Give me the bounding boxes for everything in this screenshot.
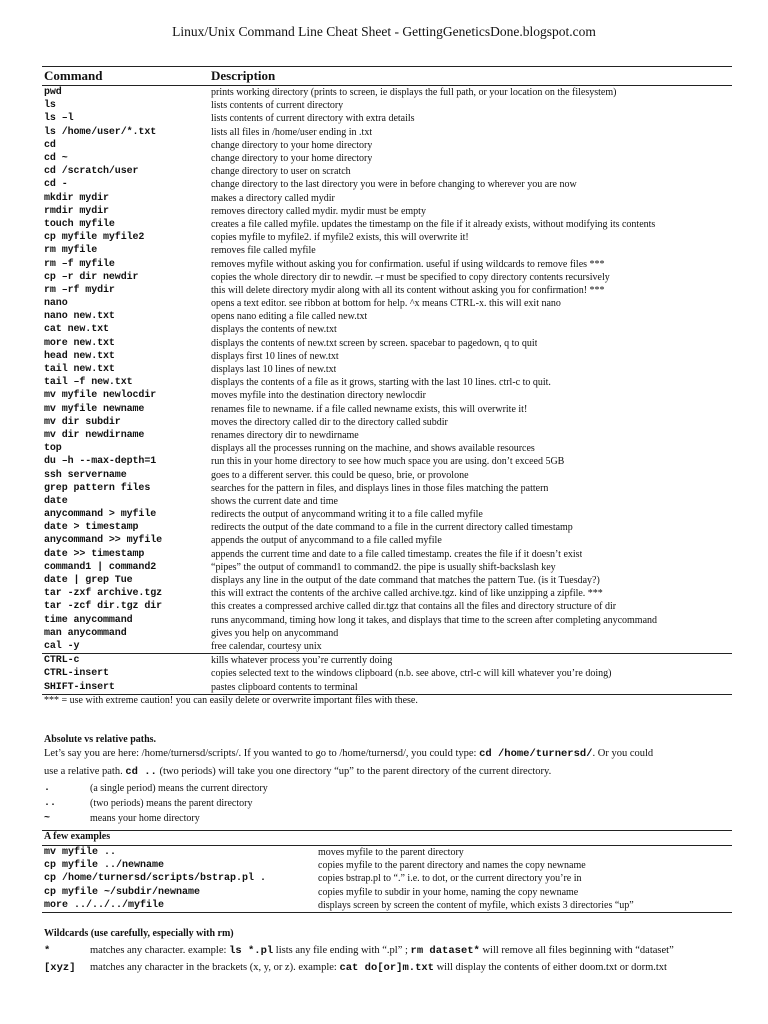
command-cell: ls /home/user/*.txt bbox=[44, 126, 157, 138]
command-cell: time anycommand bbox=[44, 614, 133, 626]
command-cell: tar -zxf archive.tgz bbox=[44, 588, 163, 600]
description-cell: copies selected text to the windows clipboard (n.b. see above, ctrl-c will kill whatever you’re doing) bbox=[211, 668, 612, 680]
description-cell: prints working directory (prints to screen, ie displays the full path, or your location on the filesystem) bbox=[211, 87, 617, 99]
table-row bbox=[42, 257, 732, 270]
description-cell: lists contents of current directory with extra details bbox=[211, 113, 415, 125]
wildcard-text bbox=[90, 945, 674, 957]
table-row bbox=[42, 376, 732, 389]
description-cell: moves the directory called dir to the directory called subdir bbox=[211, 416, 448, 428]
table-header bbox=[42, 66, 732, 86]
command-cell: CTRL-c bbox=[44, 655, 80, 667]
description-cell: kills whatever process you’re currently doing bbox=[211, 655, 393, 667]
paths-text: Let’s say you are here: /home/turnersd/scripts/. If you wanted to go to /home/turnersd/, you could type: bbox=[44, 748, 480, 759]
command-cell: ls –l bbox=[44, 113, 74, 125]
table-row bbox=[42, 337, 732, 350]
description-cell: this will delete directory mydir along with all its content without asking you for confirmation! *** bbox=[211, 284, 605, 296]
command-cell: anycommand > myfile bbox=[44, 509, 157, 521]
command-cell: rm myfile bbox=[44, 245, 98, 257]
wildcard-desc: lists any file ending with “.pl” ; bbox=[273, 944, 411, 956]
page-title: Linux/Unix Command Line Cheat Sheet - GettingGeneticsDone.blogspot.com bbox=[172, 24, 596, 39]
description-cell: displays last 10 lines of new.txt bbox=[211, 364, 337, 376]
table-row bbox=[42, 587, 732, 600]
wildcard-symbol: * bbox=[44, 944, 51, 957]
description-cell: change directory to your home directory bbox=[211, 139, 373, 151]
command-cell: ls bbox=[44, 100, 56, 112]
description-cell: this will extract the contents of the archive called archive.tgz. kind of like unzipping a zipfile. *** bbox=[211, 588, 603, 600]
description-cell: renames directory dir to newdirname bbox=[211, 429, 359, 441]
table-row bbox=[42, 403, 732, 416]
definition-row bbox=[44, 796, 734, 811]
table-row bbox=[42, 508, 732, 521]
example-row bbox=[42, 872, 732, 885]
command-cell: cd /scratch/user bbox=[44, 166, 139, 178]
command-cell: cp /home/turnersd/scripts/bstrap.pl . bbox=[44, 873, 267, 885]
description-cell: displays first 10 lines of new.txt bbox=[211, 350, 339, 362]
command-cell: rmdir mydir bbox=[44, 205, 109, 217]
description-cell: displays all the processes running on the machine, and shows available resources bbox=[211, 443, 535, 455]
definition-symbol: . bbox=[44, 783, 51, 794]
command-rows bbox=[42, 86, 732, 653]
description-cell: appends the output of anycommand to a file called myfile bbox=[211, 535, 442, 547]
paths-section bbox=[44, 734, 734, 826]
description-cell: goes to a different server. this could be queso, brie, or provolone bbox=[211, 469, 469, 481]
wildcard-symbol: [xyz] bbox=[44, 961, 76, 974]
command-cell: mv dir newdirname bbox=[44, 429, 145, 441]
description-cell: renames file to newname. if a file called newname exists, this will overwrite it! bbox=[211, 403, 528, 415]
command-cell: date > timestamp bbox=[44, 522, 139, 534]
wildcard-rows bbox=[44, 942, 734, 976]
description-cell: pastes clipboard contents to terminal bbox=[211, 681, 358, 693]
wildcard-desc: will remove all files beginning with “dataset” bbox=[479, 944, 674, 956]
code-snippet: rm dataset* bbox=[410, 944, 480, 957]
code-snippet: cd /home/turnersd/ bbox=[479, 748, 593, 760]
table-row bbox=[42, 86, 732, 99]
table-row bbox=[42, 495, 732, 508]
command-cell: cd ~ bbox=[44, 153, 68, 165]
table-row bbox=[42, 192, 732, 205]
definition-text: means your home directory bbox=[90, 813, 200, 824]
definition-row bbox=[44, 781, 734, 796]
definition-text: (two periods) means the parent directory bbox=[90, 798, 253, 809]
wildcard-row bbox=[44, 942, 734, 959]
table-row bbox=[42, 244, 732, 257]
table-row bbox=[42, 429, 732, 442]
description-cell: shows the current date and time bbox=[211, 495, 338, 507]
command-cell: cp –r dir newdir bbox=[44, 271, 139, 283]
table-row bbox=[42, 99, 732, 112]
description-cell: creates a file called myfile. updates the timestamp on the file if it already exists, without modifying its contents bbox=[211, 218, 656, 230]
wildcards-title: Wildcards (use carefully, especially with rm) bbox=[44, 928, 234, 939]
description-cell: makes a directory called mydir bbox=[211, 192, 335, 204]
description-cell: change directory to the last directory you were in before changing to wherever you are now bbox=[211, 179, 577, 191]
table-row bbox=[42, 139, 732, 152]
command-cell: date >> timestamp bbox=[44, 548, 145, 560]
paths-title: Absolute vs relative paths. bbox=[44, 734, 157, 745]
command-cell: mv myfile .. bbox=[44, 847, 117, 859]
table-row bbox=[42, 600, 732, 613]
table-row bbox=[42, 231, 732, 244]
command-cell: cat new.txt bbox=[44, 324, 109, 336]
command-cell: anycommand >> myfile bbox=[44, 535, 163, 547]
command-cell: cal -y bbox=[44, 640, 80, 652]
paths-text: . Or you could bbox=[592, 748, 654, 759]
description-cell: removes directory called mydir. mydir must be empty bbox=[211, 205, 426, 217]
description-cell: change directory to user on scratch bbox=[211, 166, 351, 178]
command-cell: touch myfile bbox=[44, 218, 115, 230]
description-cell: lists contents of current directory bbox=[211, 100, 344, 112]
definition-symbol: .. bbox=[44, 798, 57, 809]
command-cell: grep pattern files bbox=[44, 482, 151, 494]
command-cell: tail new.txt bbox=[44, 364, 115, 376]
description-cell: opens a text editor. see ribbon at bottom for help. ^x means CTRL-x. this will exit nano bbox=[211, 298, 561, 310]
command-cell: cd bbox=[44, 139, 56, 151]
example-row bbox=[42, 859, 732, 872]
command-cell: cd - bbox=[44, 179, 68, 191]
example-row bbox=[42, 846, 732, 859]
command-cell: mv dir subdir bbox=[44, 416, 121, 428]
description-cell: redirects the output of the date command to a file in the current directory called timestamp bbox=[211, 522, 573, 534]
description-cell: copies bstrap.pl to “.” i.e. to dot, or the current directory you’re in bbox=[318, 873, 582, 885]
table-row bbox=[42, 627, 732, 640]
description-cell: removes file called myfile bbox=[211, 245, 316, 257]
description-cell: copies myfile to the parent directory and names the copy newname bbox=[318, 860, 586, 872]
description-cell: lists all files in /home/user ending in .txt bbox=[211, 126, 373, 138]
table-row bbox=[42, 548, 732, 561]
description-cell: runs anycommand, timing how long it takes, and displays that time to the screen after completing anycommand bbox=[211, 614, 658, 626]
table-row bbox=[42, 468, 732, 481]
table-row bbox=[42, 680, 732, 693]
example-row bbox=[42, 886, 732, 899]
description-cell: appends the current time and date to a file called timestamp. creates the file if it doesn’t exist bbox=[211, 548, 583, 560]
command-cell: SHIFT-insert bbox=[44, 681, 115, 693]
command-column-header: Command bbox=[44, 68, 103, 83]
example-rows bbox=[42, 846, 732, 912]
table-row bbox=[42, 561, 732, 574]
command-cell: head new.txt bbox=[44, 350, 115, 362]
command-cell: nano bbox=[44, 298, 68, 310]
command-cell: cp myfile myfile2 bbox=[44, 232, 145, 244]
table-row bbox=[42, 284, 732, 297]
table-row bbox=[42, 640, 732, 653]
command-cell: mv myfile newname bbox=[44, 403, 145, 415]
description-column-header: Description bbox=[211, 68, 276, 83]
table-row bbox=[42, 389, 732, 402]
table-row bbox=[42, 152, 732, 165]
table-row bbox=[42, 112, 732, 125]
table-row bbox=[42, 350, 732, 363]
command-cell: cp myfile ../newname bbox=[44, 860, 165, 872]
description-cell: displays the contents of a file as it grows, starting with the last 10 lines. ctrl-c to quit. bbox=[211, 377, 551, 389]
path-definitions bbox=[44, 781, 734, 826]
command-cell: pwd bbox=[44, 87, 62, 99]
code-snippet: cd .. bbox=[125, 766, 157, 778]
command-cell: more new.txt bbox=[44, 337, 115, 349]
paths-paragraph bbox=[44, 745, 734, 781]
paths-text: (two periods) will take you one directory “up” to the parent directory of the current directory. bbox=[156, 766, 552, 777]
wildcard-text bbox=[90, 962, 667, 974]
command-cell: nano new.txt bbox=[44, 311, 115, 323]
description-cell: run this in your home directory to see how much space you are using. don’t exceed 5GB bbox=[211, 456, 565, 468]
wildcards-section bbox=[44, 928, 734, 976]
table-row bbox=[42, 218, 732, 231]
description-cell: moves myfile into the destination directory newlocdir bbox=[211, 390, 426, 402]
table-row bbox=[42, 271, 732, 284]
wildcard-row bbox=[44, 959, 734, 976]
description-cell: opens nano editing a file called new.txt bbox=[211, 311, 368, 323]
wildcard-desc: matches any character. example: bbox=[90, 944, 230, 956]
description-cell: moves myfile to the parent directory bbox=[318, 847, 464, 859]
command-cell: ssh servername bbox=[44, 469, 127, 481]
wildcard-desc: will display the contents of either doom.txt or dorm.txt bbox=[433, 961, 667, 973]
table-row bbox=[42, 416, 732, 429]
description-cell: displays screen by screen the content of myfile, which exists 3 directories “up” bbox=[318, 899, 634, 911]
examples-table bbox=[42, 830, 732, 913]
definition-symbol: ~ bbox=[44, 813, 51, 824]
description-cell: searches for the pattern in files, and displays lines in those files matching the pattern bbox=[211, 482, 549, 494]
wildcard-desc: matches any character in the brackets (x, y, or z). example: bbox=[90, 961, 340, 973]
definition-row bbox=[44, 811, 734, 826]
table-row bbox=[42, 323, 732, 336]
command-cell: cp myfile ~/subdir/newname bbox=[44, 886, 201, 898]
table-row bbox=[42, 310, 732, 323]
table-row bbox=[42, 363, 732, 376]
table-row bbox=[42, 614, 732, 627]
examples-title: A few examples bbox=[42, 831, 732, 846]
table-row bbox=[42, 482, 732, 495]
table-row bbox=[42, 521, 732, 534]
command-cell: tail –f new.txt bbox=[44, 377, 133, 389]
table-row bbox=[42, 442, 732, 455]
table-row bbox=[42, 126, 732, 139]
table-row bbox=[42, 667, 732, 680]
table-row bbox=[42, 455, 732, 468]
description-cell: displays the contents of new.txt screen by screen. spacebar to pagedown, q to quit bbox=[211, 337, 538, 349]
command-cell: CTRL-insert bbox=[44, 668, 109, 680]
table-row bbox=[42, 178, 732, 191]
description-cell: copies the whole directory dir to newdir. –r must be specified to copy directory contents recursively bbox=[211, 271, 610, 283]
definition-text: (a single period) means the current directory bbox=[90, 783, 268, 794]
command-cell: date bbox=[44, 495, 68, 507]
table-row bbox=[42, 654, 732, 667]
description-cell: copies myfile to subdir in your home, naming the copy newname bbox=[318, 886, 579, 898]
command-cell: rm –f myfile bbox=[44, 258, 115, 270]
paths-text: use a relative path. bbox=[44, 766, 126, 777]
table-row bbox=[42, 205, 732, 218]
command-cell: mkdir mydir bbox=[44, 192, 109, 204]
caution-note: *** = use with extreme caution! you can easily delete or overwrite important files with these. bbox=[44, 694, 418, 706]
command-cell: rm –rf mydir bbox=[44, 284, 115, 296]
command-cell: date | grep Tue bbox=[44, 575, 133, 587]
key-shortcut-rows bbox=[42, 654, 732, 694]
description-cell: “pipes” the output of command1 to command2. the pipe is usually shift-backslash key bbox=[211, 561, 556, 573]
command-cell: du –h --max-depth=1 bbox=[44, 456, 157, 468]
command-cell: top bbox=[44, 443, 62, 455]
command-cell: man anycommand bbox=[44, 627, 127, 639]
code-snippet: cat do[or]m.txt bbox=[339, 961, 434, 974]
description-cell: displays the contents of new.txt bbox=[211, 324, 337, 336]
example-row bbox=[42, 899, 732, 912]
description-cell: this creates a compressed archive called dir.tgz that contains all the files and directory structure of dir bbox=[211, 601, 617, 613]
description-cell: free calendar, courtesy unix bbox=[211, 640, 322, 652]
table-row bbox=[42, 297, 732, 310]
code-snippet: ls *.pl bbox=[229, 944, 274, 957]
description-cell: copies myfile to myfile2. if myfile2 exists, this will overwrite it! bbox=[211, 232, 469, 244]
command-table bbox=[42, 66, 732, 709]
command-cell: more ../../../myfile bbox=[44, 899, 165, 911]
description-cell: change directory to your home directory bbox=[211, 153, 373, 165]
description-cell: removes myfile without asking you for confirmation. useful if using wildcards to remove files *** bbox=[211, 258, 605, 270]
description-cell: redirects the output of anycommand writing it to a file called myfile bbox=[211, 509, 483, 521]
command-cell: mv myfile newlocdir bbox=[44, 390, 157, 402]
command-cell: tar -zcf dir.tgz dir bbox=[44, 601, 163, 613]
table-row bbox=[42, 574, 732, 587]
description-cell: gives you help on anycommand bbox=[211, 627, 339, 639]
command-cell: command1 | command2 bbox=[44, 561, 157, 573]
table-row bbox=[42, 534, 732, 547]
table-row bbox=[42, 165, 732, 178]
description-cell: displays any line in the output of the date command that matches the pattern Tue. (is it Tuesday?) bbox=[211, 575, 600, 587]
